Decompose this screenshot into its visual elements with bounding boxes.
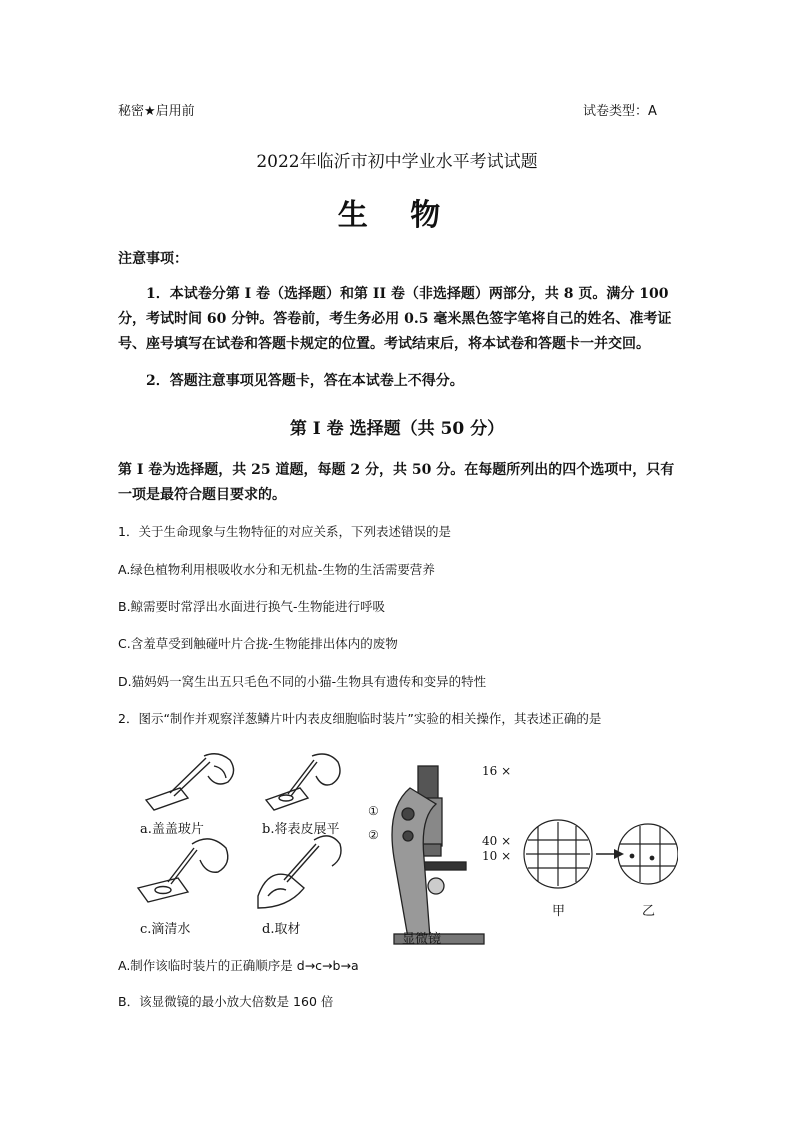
- q2-figure: [118, 748, 678, 948]
- q2-option-b: B．该显微镜的最小放大倍数是 160 倍: [118, 994, 334, 1009]
- q1-stem: 1．关于生命现象与生物特征的对应关系，下列表述错误的是: [118, 524, 451, 539]
- notice-item-1: 1．本试卷分第 I 卷（选择题）和第 II 卷（非选择题）两部分，共 8 页。满分 100 分，考试时间 60 分钟。答卷前，考生务必用 0.5 毫米黑色签字笔将自己的姓名、准考证号、座号填写在试卷和答题卡规定的位置。考试结束后，将本试卷和答题卡一并交回。: [118, 286, 672, 352]
- step-a-cover-slip-illustration: [146, 754, 234, 810]
- objective-low-magnification: 10 ×: [482, 849, 512, 863]
- q1-option-b: B.鲸需要时常浮出水面进行换气-生物能进行呼吸: [118, 599, 386, 614]
- q2-option-a: A.制作该临时装片的正确顺序是 d→c→b→a: [118, 958, 359, 973]
- step-c-drip-water-illustration: [138, 839, 228, 902]
- step-c-label: c.滴清水: [140, 922, 191, 937]
- q2-stem: 2．图示“制作并观察洋葱鳞片叶内表皮细胞临时装片”实验的相关操作，其表述正确的是: [118, 711, 602, 726]
- section-title: 第 I 卷 选择题（共 50 分）: [289, 419, 505, 439]
- q1-option-d: D.猫妈妈一窝生出五只毛色不同的小猫-生物具有遗传和变异的特性: [118, 674, 487, 689]
- paper-type: 试卷类型：A: [583, 104, 657, 119]
- section-instruction: 第 I 卷为选择题，共 25 道题，每题 2 分，共 50 分。在每题所列出的四个选项中，只有一项是最符合题目要求的。: [118, 462, 675, 503]
- eyepiece-magnification: 16 ×: [482, 764, 512, 778]
- step-d-label: d.取材: [262, 922, 301, 937]
- step-b-label: b.将表皮展平: [262, 822, 340, 837]
- microscope-label: 显微镜: [402, 932, 442, 947]
- marker-1: ①: [368, 804, 379, 818]
- step-b-flatten-illustration: [266, 754, 340, 810]
- notice-heading: 注意事项：: [118, 251, 188, 267]
- cell-view-jia-illustration: [524, 820, 592, 888]
- arrow-head: [614, 849, 624, 859]
- objective-high-magnification: 40 ×: [482, 834, 512, 848]
- exam-title: 2022年临沂市初中学业水平考试试题: [256, 152, 538, 172]
- microscope-illustration: [392, 766, 484, 944]
- view-jia-label: 甲: [552, 904, 566, 919]
- step-d-take-material-illustration: [258, 836, 341, 908]
- q1-option-c: C.含羞草受到触碰叶片合拢-生物能排出体内的废物: [118, 636, 398, 651]
- cell-view-yi-illustration: [618, 824, 678, 884]
- notice-item-2: 2．答题注意事项见答题卡，答在本试卷上不得分。: [146, 373, 464, 389]
- view-yi-label: 乙: [642, 904, 656, 919]
- subject-title: 生 物: [337, 198, 457, 233]
- confidential-mark: 秘密★启用前: [118, 104, 195, 119]
- step-a-label: a.盖盖玻片: [140, 822, 204, 837]
- marker-2: ②: [368, 828, 379, 842]
- q1-option-a: A.绿色植物利用根吸收水分和无机盐-生物的生活需要营养: [118, 562, 435, 577]
